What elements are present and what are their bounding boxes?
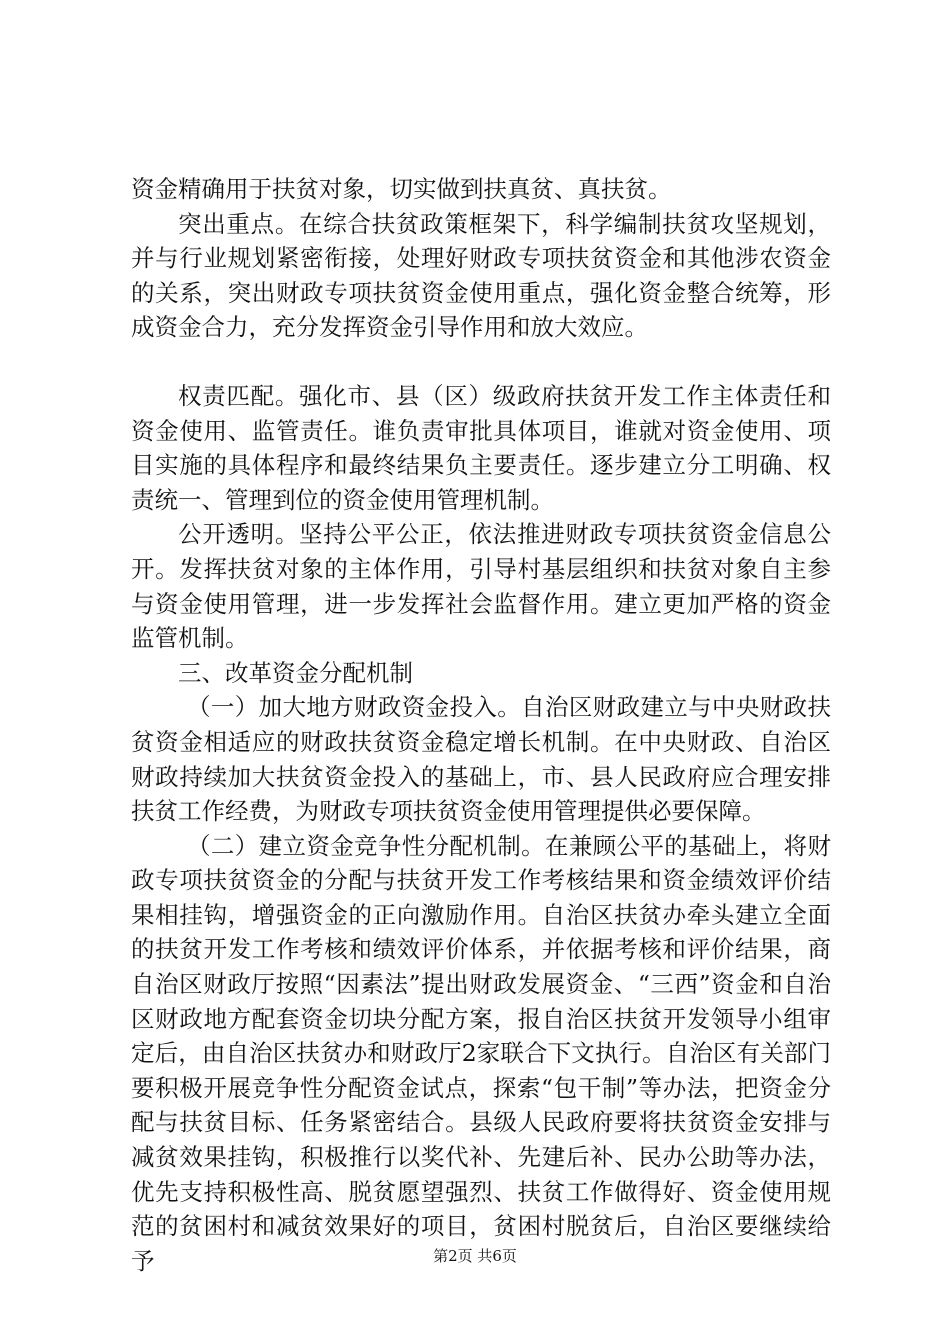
paragraph-transparency: 公开透明。坚持公平公正，依法推进财政专项扶贫资金信息公开。发挥扶贫对象的主体作用，引导村基层组织和扶贫对象自主参与资金使用管理，进一步发挥社会监督作用。建立更加严格的资金监管机制。 (131, 520, 831, 653)
paragraph-responsibility-match: 权责匹配。强化市、县（区）级政府扶贫开发工作主体责任和资金使用、监管责任。谁负责审批具体项目，谁就对资金使用、项目实施的具体程序和最终结果负主要责任。逐步建立分工明确、权责统一、管理到位的资金使用管理机制。 (131, 381, 831, 514)
paragraph-highlight-focus: 突出重点。在综合扶贫政策框架下，科学编制扶贫攻坚规划，并与行业规划紧密衔接，处理好财政专项扶贫资金和其他涉农资金的关系，突出财政专项扶贫资金使用重点，强化资金整合统筹，形成资金合力，充分发挥资金引导作用和放大效应。 (131, 209, 831, 342)
document-body (131, 172, 831, 1278)
paragraph-item-one: （一）加大地方财政资金投入。自治区财政建立与中央财政扶贫资金相适应的财政扶贫资金稳定增长机制。在中央财政、自治区财政持续加大扶贫资金投入的基础上，市、县人民政府应合理安排扶贫工作经费，为财政专项扶贫资金使用管理提供必要保障。 (131, 693, 831, 826)
page-footer: 第2页 共6页 (433, 1247, 517, 1265)
paragraph-item-two: （二）建立资金竞争性分配机制。在兼顾公平的基础上，将财政专项扶贫资金的分配与扶贫开发工作考核结果和资金绩效评价结果相挂钩，增强资金的正向激励作用。自治区扶贫办牵头建立全面的扶贫开发工作考核和绩效评价体系，并依据考核和评价结果，商自治区财政厅按照“因素法”提出财政发展资金、“三西”资金和自治区财政地方配套资金切块分配方案，报自治区扶贫开发领导小组审定后，由自治区扶贫办和财政厅2家联合下文执行。自治区有关部门要积极开展竞争性分配资金试点，探索“包干制”等办法，把资金分配与扶贫目标、任务紧密结合。县级人民政府要将扶贫资金安排与减贫效果挂钩，积极推行以奖代补、先建后补、民办公助等办法，优先支持积极性高、脱贫愿望强烈、扶贫工作做得好、资金使用规范的贫困村和减贫效果好的项目，贫困村脱贫后，自治区要继续给予 (131, 831, 831, 1275)
section-heading-reform: 三、改革资金分配机制 (178, 658, 413, 687)
paragraph-continuation: 资金精确用于扶贫对象，切实做到扶真贫、真扶贫。 (131, 175, 672, 203)
